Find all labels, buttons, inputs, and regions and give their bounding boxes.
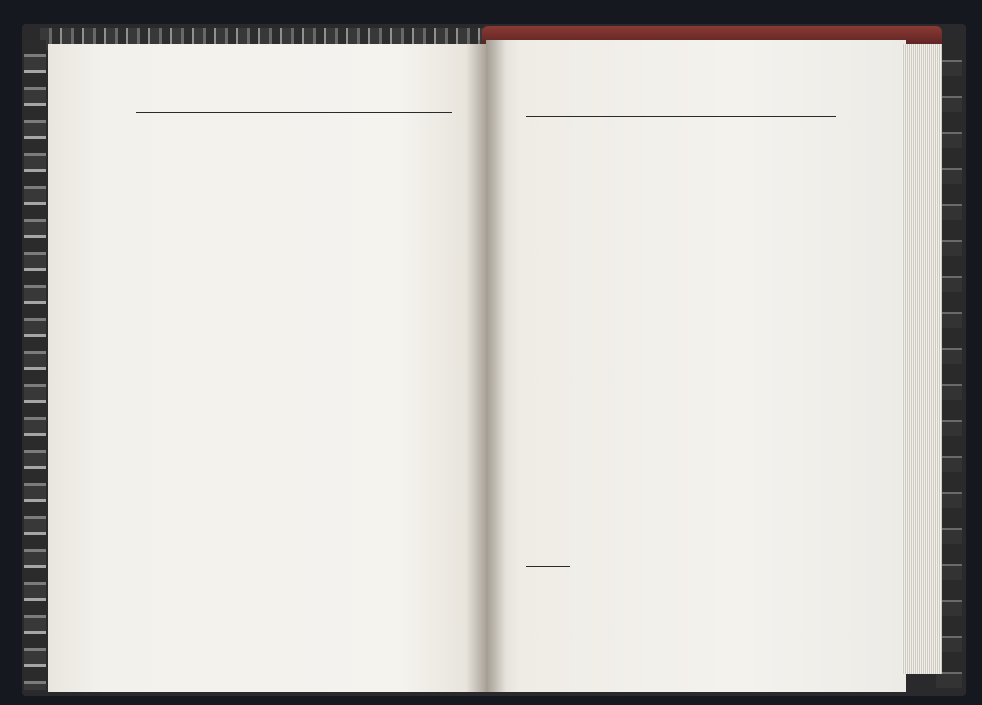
book-gutter (466, 40, 506, 692)
right-text-column (526, 138, 836, 152)
page-edges (902, 44, 942, 674)
marbled-edge-left (24, 40, 46, 690)
left-header-rule (136, 112, 452, 113)
left-page (48, 44, 488, 692)
footnote-rule (526, 566, 570, 567)
right-header-rule (526, 116, 836, 117)
